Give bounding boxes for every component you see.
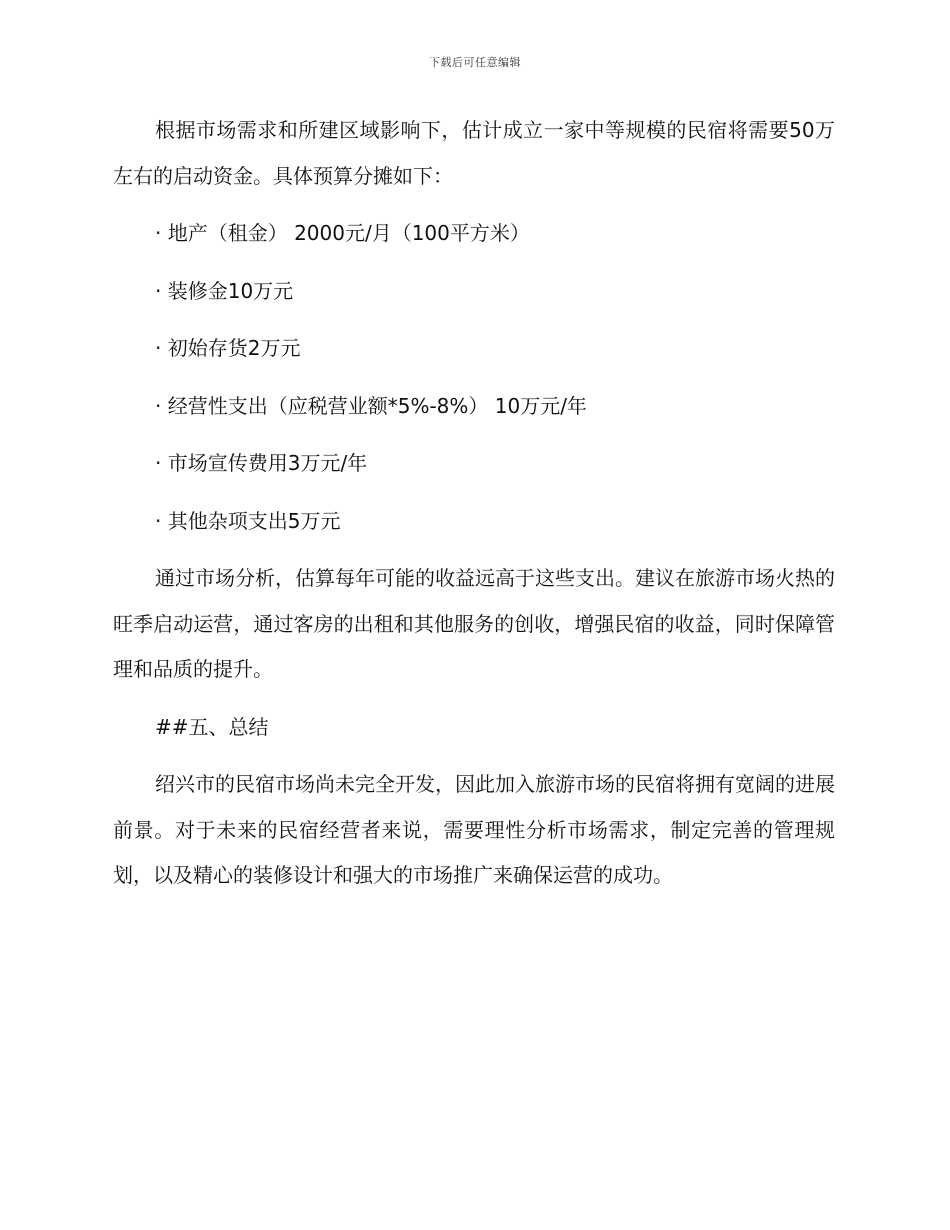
intro-paragraph: 根据市场需求和所建区域影响下，估计成立一家中等规模的民宿将需要50万左右的启动资金。具体预算分摊如下：	[113, 118, 835, 188]
budget-item-misc: · 其他杂项支出5万元	[155, 508, 341, 533]
budget-item-rent: · 地产（租金） 2000元/月（100平方米）	[155, 221, 530, 245]
conclusion-paragraph: 绍兴市的民宿市场尚未完全开发，因此加入旅游市场的民宿将拥有宽阔的进展前景。对于未来的民宿经营者来说，需要理性分析市场需求，制定完善的管理规划，以及精心的装修设计和强大的市场推广来确保运营的成功。	[113, 772, 835, 887]
analysis-paragraph: 通过市场分析，估算每年可能的收益远高于这些支出。建议在旅游市场火热的旺季启动运营，通过客房的出租和其他服务的创收，增强民宿的收益，同时保障管理和品质的提升。	[113, 566, 835, 681]
budget-item-operating: · 经营性支出（应税营业额*5%-8%） 10万元/年	[155, 393, 587, 418]
document-body	[113, 108, 835, 911]
budget-item-decoration: · 装修金10万元	[155, 278, 294, 303]
budget-item-inventory: · 初始存货2万元	[155, 336, 301, 360]
section-heading: ##五、总结	[155, 714, 269, 739]
page-header-note: 下载后可任意编辑	[429, 56, 521, 69]
budget-item-marketing: · 市场宣传费用3万元/年	[155, 451, 368, 475]
